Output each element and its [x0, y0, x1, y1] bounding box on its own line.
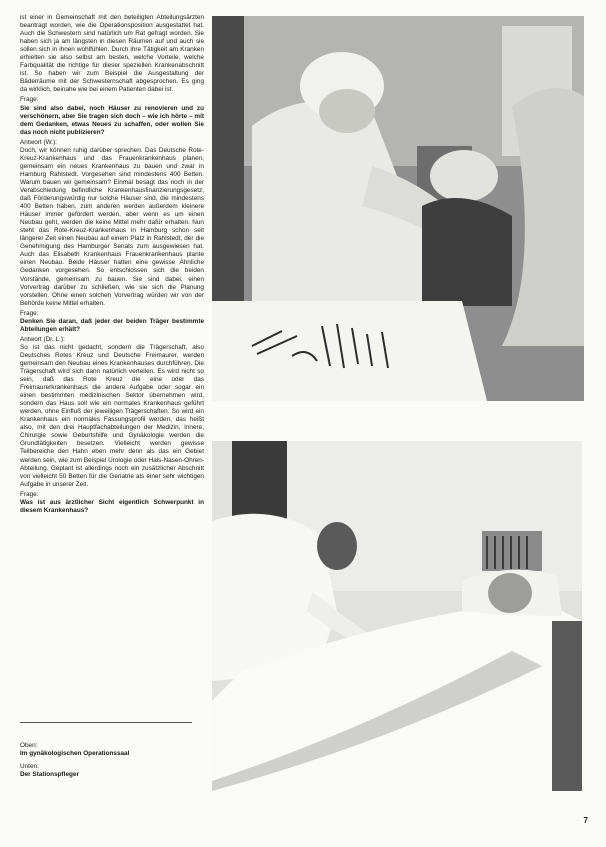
answer-label: Antwort (W.): — [20, 138, 57, 146]
article-paragraph: Doch, wir können ruhig darüber sprechen. Das Deutsche Rote-Kreuz-Krankenhaus und das Frauenkrankenhaus planen, gemeinsam ein neues Krankenhaus zu bauen und zwar in Hamburg Rahlstedt. Vorgesehen sind mindestens 400 Betten. Warum bauen wir gemeinsam? Einmal besagt das noch in der Verabschiedung befindliche Krankenhausfinanzierungsgesetz, daß Förderungswürdig nur solche Häuser sind, die mindestens 400 Betten haben, zum anderen werden außerdem kleinere Häuser immer gefördert werden, aber wenn es um einen Neubau geht, werden die keine Mittel mehr dafür erhalten. Nun steht das Rote-Kreuz-Krankenhaus in Hamburg schon seit längerer Zeit einen Neubau auf einem Platz in Rahlstedt, der die Genehmigung des Hamburger Senats zum ausgewiesen hat. Auch das Elisabeth Krankenhaus Frauenkrankenhaus plante einen Neubau. Beide Häuser hatten eine gewisse Ähnliche Gedanken vorgesehen. So entschlossen sich die beiden Vorstände, gemeinsam zu bauen. Sie sind dabei, einen Vorvertrag darüber zu schließen, wie sie sich die Planung vorstellen. Ohne einen solchen Vorvertrag würden wir von der Behörde keine Mittel erhalten. — [20, 146, 204, 307]
photo-ward-nurse — [212, 441, 582, 791]
photo-captions — [20, 742, 204, 784]
page-number: 7 — [583, 816, 588, 825]
article-paragraph: So ist das nicht gedacht, sondern die Trägerschaft, also Deutsches Rotes Kreuz und Deutsche Freimaurer, werden gemeinsam den Neubau eines Krankenhauses durchführen. Die Trägerschaft wird sich dann natürlich verteilen. Es wird nicht so sein, daß das Rote Kreuz die eine oder das Freimaurerkrankenhaus die andere Aufgabe oder sogar ein einen bestimmten medizinischen Sektor übernehmen wird, sondern das Haus soll wie ein normales Krankenhaus geführt werden, ohne Einfluß der jeweiligen Trägerschaften. So wird ein Krankenhaus ein normales Fassungsprofil werden, das heißt also, mit den drei Hauptfachabteilungen der Medizin, Innere, Chirurgie sowie Geburtshilfe und Gynäkologie werden die Grundtätigkeiten besetzen. Vielleicht werden gewisse Teilbereiche den Hahn eben mehr denn als das ein Gebiet werden sein, wie zum Beispiel Urologie oder Hals-Nasen-Ohren-Abteilung. Geplant ist allerdings noch ein zusätzlicher Abschnitt von vielleicht 50 Betten für die Geriatrie als einer sehr wichtigen Aufgabe in unserer Zeit. — [20, 343, 204, 488]
question-label: Frage: — [20, 96, 39, 104]
article-column — [20, 14, 204, 516]
answer-label: Antwort (Dr. L.): — [20, 335, 65, 343]
separator-line — [20, 722, 192, 723]
ward-nurse-image — [212, 441, 582, 791]
question-label: Frage: — [20, 309, 39, 317]
caption-bottom — [20, 763, 204, 779]
question-text: Sie sind also dabei, noch Häuser zu renovieren und zu verschönern, aber Sie tragen sich doch – wie ich hörte – mit dem Gedanken, etwas Neues zu schaffen, oder wollen Sie das noch nicht publizieren? — [20, 104, 204, 136]
question-text: Was ist aus ärztlicher Sicht eigentlich Schwerpunkt in diesem Krankenhaus? — [20, 498, 204, 514]
caption-text: Der Stationspfleger — [20, 771, 79, 779]
caption-text: Im gynäkologischen Operationssaal — [20, 750, 130, 758]
question-label: Frage: — [20, 490, 39, 498]
caption-label: Unten: — [20, 763, 39, 771]
article-paragraph: ist einer in Gemeinschaft mit den beteiligten Abteilungsärzten beantragt worden, wie die Operationsposition ausgestattet hat. Auch die Schwestern sind natürlich um Rat gefragt worden. Sie haben sich ja am längsten in diesen Räumen auf und auch sie sollen sich in ihnen wohlfühlen. Durch ihre Tätigkeit am Kranken erhielten sie also selbst am besten, welche Vorteile, welche Farbqualität die richtige für dieser speziellen Krankenabschnitt ist. So haben wir zum Beispiel die Ausgestaltung der Bäderräume mit der Schwesternschaft abgesprochen. Es ging da wirklich, beinahe wie bei einem Patienten dabei ist. — [20, 14, 204, 94]
operating-room-image — [212, 16, 584, 401]
caption-top — [20, 742, 204, 758]
question-text: Denken Sie daran, daß jeder der beiden Träger bestimmte Abteilungen erhält? — [20, 317, 204, 333]
photo-operating-room — [212, 16, 584, 401]
caption-label: Oben: — [20, 742, 38, 749]
